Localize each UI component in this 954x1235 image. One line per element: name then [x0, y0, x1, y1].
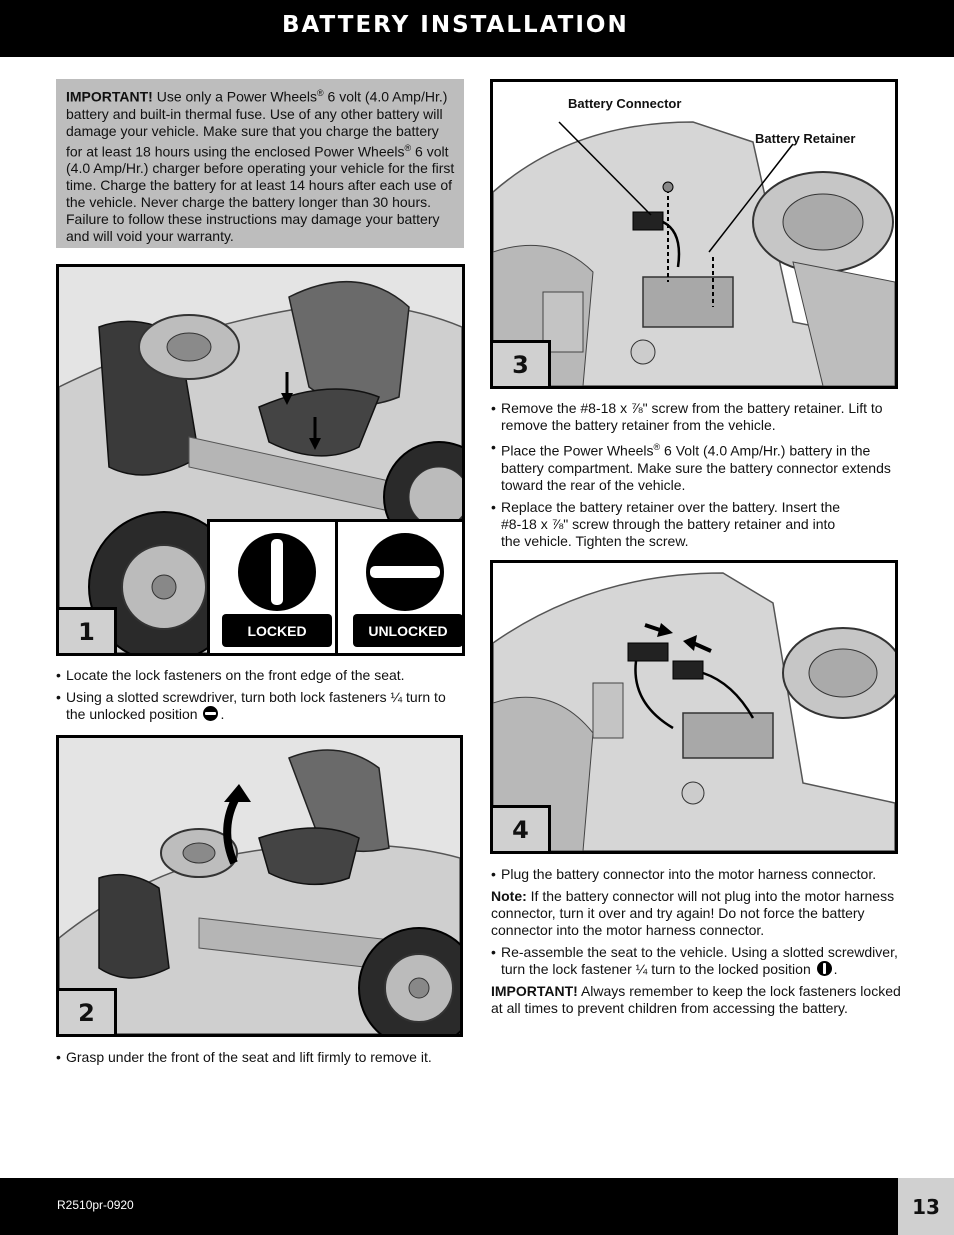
battery-connector-callout: Battery Connector [568, 96, 682, 111]
important-lead: IMPORTANT! [66, 88, 153, 105]
registered-mark: ® [317, 88, 324, 98]
figure-1-number: 1 [59, 607, 117, 653]
important-text-4: Always remember to keep the lock fasteners locked at all times to prevent children from accessing the battery. [491, 983, 901, 1016]
locked-label: LOCKED [222, 614, 332, 647]
step-3-bullet-3: • Replace the battery retainer over the battery. Insert the #8-18 x ⅞" screw through the battery retainer and into the vehicle. Tighten the screw. [491, 499, 851, 550]
registered-mark: ® [653, 442, 661, 452]
note-lead: Note: [491, 888, 527, 904]
step-4-bullet-2-text: Re-assemble the seat to the vehicle. Using a slotted screwdiver, turn the lock fastener ¼ turn to the locked position [501, 944, 898, 977]
figure-4-number: 4 [493, 805, 551, 851]
figure-1 [56, 264, 465, 656]
figure-4-illustration [493, 563, 895, 851]
step-1-bullet-2-text: Using a slotted screwdriver, turn both lock fasteners ¼ turn to the unlocked position [66, 689, 446, 722]
figure-4 [490, 560, 898, 854]
page-number: 13 [898, 1178, 954, 1235]
figure-3-illustration [493, 82, 895, 386]
important-warning-box [56, 79, 464, 248]
step-3-bullet-2 [491, 439, 901, 494]
locked-position-icon [817, 961, 832, 976]
note-text: If the battery connector will not plug into the motor harness connector, turn it over and try again! Do not force the battery connector into the motor harness connector. [491, 888, 895, 938]
important-lead-2: IMPORTANT! [491, 983, 578, 999]
step-3-instructions [491, 400, 901, 555]
step-4-note [491, 888, 901, 939]
step-1-bullet-2-end: . [220, 706, 225, 722]
battery-retainer-callout: Battery Retainer [755, 131, 856, 146]
important-text-3: 6 volt (4.0 Amp/Hr.) charger before operating your vehicle for the first time. Charge the battery for at least 14 hours after each use of the vehicle. Never charge the battery longer than 30 hours. Failure to follow these instructions may damage your battery and will void your warranty. [66, 143, 455, 245]
step-4-important [491, 983, 901, 1017]
figure-3-number: 3 [493, 340, 551, 386]
step-1-bullet-1: • Locate the lock fasteners on the front edge of the seat. [56, 667, 464, 684]
step-2-instructions [56, 1049, 464, 1071]
locked-fastener-icon [210, 522, 338, 614]
registered-mark: ® [404, 142, 412, 153]
unlocked-label: UNLOCKED [353, 614, 463, 647]
figure-2 [56, 735, 463, 1037]
important-text-1: Use only a Power Wheels [152, 88, 318, 105]
unlocked-position-icon [203, 706, 218, 721]
step-1-instructions [56, 667, 464, 728]
document-code: R2510pr-0920 [57, 1198, 134, 1212]
page-header [0, 0, 954, 57]
page-title: BATTERY INSTALLATION [282, 12, 629, 38]
step-3-bullet-2b: 6 Volt (4.0 Amp/Hr.) battery in the battery compartment. Make sure the battery connector extends toward the rear of the vehicle. [501, 442, 891, 493]
step-3-bullet-2a: Place the Power Wheels [501, 442, 654, 459]
figure-3 [490, 79, 898, 389]
step-4-bullet-2-end: . [833, 961, 838, 977]
step-4-bullet-2 [491, 944, 901, 978]
important-text-2: 6 volt (4.0 Amp/Hr.) battery and built-in thermal fuse. Use of any other battery will damage your vehicle. Make sure that you charge the battery for at least 18 hours using the enclosed Power Wheels [66, 88, 448, 160]
figure-2-number: 2 [59, 988, 117, 1034]
step-1-bullet-2 [56, 689, 464, 723]
step-2-bullet-1: • Grasp under the front of the seat and lift firmly to remove it. [56, 1049, 464, 1066]
locked-legend-cell [210, 522, 338, 656]
step-4-instructions [491, 866, 901, 1022]
lock-legend [207, 519, 465, 656]
figure-2-illustration [59, 738, 460, 1034]
unlocked-fastener-icon [341, 522, 465, 614]
unlocked-legend-cell [341, 522, 465, 656]
step-3-bullet-1: • Remove the #8-18 x ⅞" screw from the battery retainer. Lift to remove the battery retainer from the vehicle. [491, 400, 901, 434]
page-footer [0, 1178, 954, 1235]
step-4-bullet-1: • Plug the battery connector into the motor harness connector. [491, 866, 901, 883]
